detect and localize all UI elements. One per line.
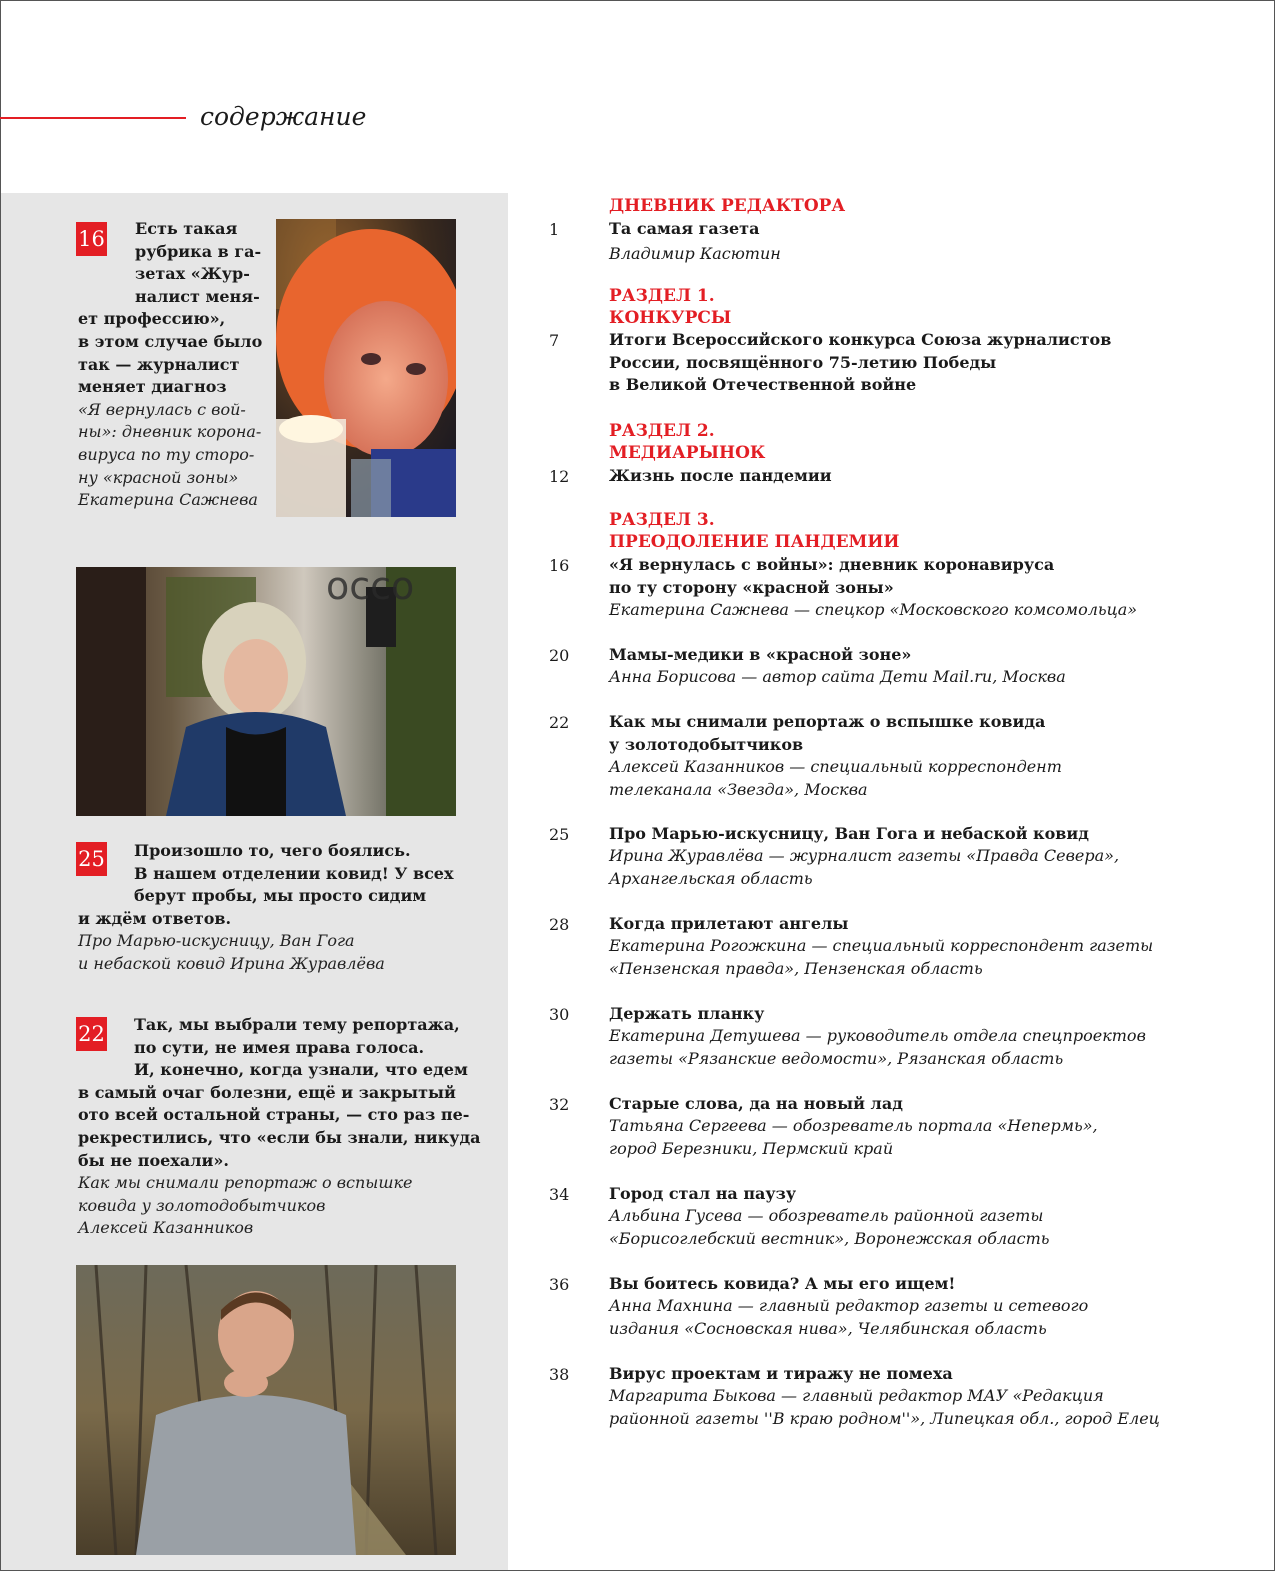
page-number-badge: 22: [76, 1017, 107, 1051]
toc-page-number: 12: [549, 467, 570, 486]
author-line: Екатерина Детушева — руководитель отдела спецпроектов: [609, 1026, 1146, 1045]
title-line: у золотодобытчиков: [609, 734, 804, 754]
section-line: ПРЕОДОЛЕНИЕ ПАНДЕМИИ: [609, 532, 900, 552]
title-line: Вы боитесь ковида? А мы его ищем!: [609, 1274, 956, 1293]
toc-title: [609, 644, 911, 667]
header-rule: [0, 117, 186, 119]
title-line: Вирус проектам и тиражу не помеха: [609, 1364, 953, 1383]
toc-page-number: 7: [549, 331, 560, 350]
quote-line: налист меня-: [135, 286, 260, 306]
toc-title: [609, 1273, 955, 1296]
author-line: Архангельская область: [609, 868, 813, 888]
author-line: Альбина Гусева — обозреватель районной газеты: [609, 1206, 1044, 1225]
section-line: ДНЕВНИК РЕДАКТОРА: [609, 196, 846, 216]
page-title: содержание: [200, 102, 367, 131]
quote-line: В нашем отделении ковид! У всех: [134, 863, 454, 883]
toc-page-number: 20: [549, 646, 570, 665]
section-heading-contests: [609, 285, 731, 329]
title-line: Старые слова, да на новый лад: [609, 1094, 903, 1113]
toc-author: [609, 756, 1062, 801]
quote-line: ет профессию»,: [78, 309, 226, 329]
quote-line: Произошло то, чего боялись.: [134, 841, 411, 860]
sidebar-quote-2: [78, 840, 454, 976]
author-line: Владимир Касютин: [609, 244, 781, 263]
author-line: телеканала «Звезда», Москва: [609, 779, 868, 799]
quote-line: ото всей остальной страны, — сто раз пе-: [78, 1105, 470, 1125]
toc-author: [609, 243, 781, 266]
toc-page-number: 36: [549, 1275, 570, 1294]
toc-page-number: 34: [549, 1185, 570, 1204]
author-line: издания «Сосновская нива», Челябинская область: [609, 1318, 1047, 1338]
quote-line: в этом случае было: [78, 331, 263, 351]
quote-source: вируса по ту сторо-: [78, 444, 255, 464]
toc-title: [609, 329, 1111, 397]
section-line: РАЗДЕЛ 1.: [609, 286, 715, 306]
svg-text:occo: occo: [326, 567, 415, 608]
author-line: «Пензенская правда», Пензенская область: [609, 958, 983, 978]
toc-title: [609, 218, 759, 241]
quote-source: Алексей Казанников: [78, 1218, 254, 1238]
title-line: по ту сторону «красной зоны»: [609, 577, 894, 597]
toc-title: [609, 1003, 764, 1026]
toc-title: [609, 1093, 903, 1116]
toc-page-number: 32: [549, 1095, 570, 1114]
toc-title: [609, 465, 832, 488]
photo-man-forest: [76, 1265, 456, 1555]
author-line: Анна Махнина — главный редактор газеты и сетевого: [609, 1296, 1089, 1315]
toc-page-number: 28: [549, 915, 570, 934]
title-line: Жизнь после пандемии: [609, 466, 832, 485]
title-line: Та самая газета: [609, 219, 760, 238]
author-line: Маргарита Быкова — главный редактор МАУ «Редакция: [609, 1386, 1104, 1405]
sidebar-quote-1: [78, 218, 262, 512]
toc-page-number: 16: [549, 556, 570, 575]
quote-line: рекрестились, что «если бы знали, никуда: [78, 1127, 481, 1147]
title-line: Про Марью-искусницу, Ван Гога и небаской ковид: [609, 824, 1089, 843]
author-line: Татьяна Сергеева — обозреватель портала «Непермь»,: [609, 1116, 1098, 1135]
quote-line: рубрика в га-: [135, 241, 262, 261]
title-line: Итоги Всероссийского конкурса Союза журналистов: [609, 330, 1112, 349]
author-line: газеты «Рязанские ведомости», Рязанская область: [609, 1048, 1064, 1068]
quote-line: берут пробы, мы просто сидим: [134, 886, 427, 906]
toc-title: [609, 711, 1045, 756]
toc-page-number: 22: [549, 713, 570, 732]
toc-title: [609, 1183, 796, 1206]
author-line: «Борисоглебский вестник», Воронежская область: [609, 1228, 1050, 1248]
section-line: МЕДИАРЫНОК: [609, 443, 766, 463]
toc-author: [609, 845, 1119, 890]
quote-line: меняет диагноз: [78, 377, 227, 397]
author-line: Анна Борисова — автор сайта Дети Mail.ru, Москва: [609, 667, 1066, 686]
toc-author: [609, 1385, 1160, 1430]
page-number-badge: 16: [76, 222, 107, 256]
quote-line: так — журналист: [78, 354, 240, 374]
quote-line: Так, мы выбрали тему репортажа,: [134, 1015, 460, 1034]
section-heading-editor: [609, 195, 845, 217]
title-line: Как мы снимали репортаж о вспышке ковида: [609, 712, 1046, 731]
author-line: Екатерина Рогожкина — специальный корреспондент газеты: [609, 936, 1154, 955]
title-line: России, посвящённого 75-летию Победы: [609, 352, 997, 372]
toc-page-number: 30: [549, 1005, 570, 1024]
title-line: Мамы-медики в «красной зоне»: [609, 645, 912, 664]
author-line: Алексей Казанников — специальный корреспондент: [609, 757, 1062, 776]
quote-source: Екатерина Сажнева: [78, 490, 258, 510]
title-line: Когда прилетают ангелы: [609, 914, 849, 933]
page-number-badge: 25: [76, 842, 107, 876]
toc-author: [609, 599, 1137, 622]
photo-woman-blue-jacket: [76, 567, 456, 816]
toc-author: [609, 935, 1153, 980]
quote-source: ны»: дневник корона-: [78, 422, 262, 442]
quote-source: ну «красной зоны»: [78, 467, 239, 487]
section-heading-pandemic: [609, 509, 900, 553]
toc-author: [609, 1115, 1098, 1160]
title-line: Держать планку: [609, 1004, 765, 1023]
sidebar-quote-3: [78, 1014, 480, 1240]
section-heading-mediamarket: [609, 420, 765, 464]
toc-title: [609, 823, 1089, 846]
quote-line: бы не поехали».: [78, 1150, 229, 1170]
toc-page-number: 1: [549, 220, 560, 239]
toc-author: [609, 1205, 1049, 1250]
author-line: районной газеты ''В краю родном''», Липецкая обл., город Елец: [609, 1408, 1160, 1428]
toc-page-number: 25: [549, 825, 570, 844]
author-line: город Березники, Пермский край: [609, 1138, 894, 1158]
toc-title: [609, 913, 848, 936]
quote-line: по сути, не имея права голоса.: [134, 1037, 425, 1057]
title-line: Город стал на паузу: [609, 1184, 797, 1203]
toc-title: [609, 554, 1054, 599]
quote-source: Про Марью-искусницу, Ван Гога: [78, 931, 355, 951]
quote-line: И, конечно, когда узнали, что едем: [134, 1060, 468, 1080]
quote-source: «Я вернулась с вой-: [78, 399, 246, 419]
photo-woman-portrait: [276, 219, 456, 517]
toc-page-number: 38: [549, 1365, 570, 1384]
section-line: КОНКУРСЫ: [609, 308, 732, 328]
toc-author: [609, 1295, 1088, 1340]
quote-line: Есть такая: [135, 219, 238, 238]
toc-author: [609, 666, 1066, 689]
quote-source: и небаской ковид Ирина Журавлёва: [78, 953, 385, 973]
quote-source: ковида у золотодобытчиков: [78, 1195, 326, 1215]
toc-title: [609, 1363, 953, 1386]
section-line: РАЗДЕЛ 3.: [609, 510, 715, 530]
toc-author: [609, 1025, 1146, 1070]
section-line: РАЗДЕЛ 2.: [609, 421, 715, 441]
author-line: Екатерина Сажнева — спецкор «Московского комсомольца»: [609, 600, 1138, 619]
author-line: Ирина Журавлёва — журналист газеты «Правда Севера»,: [609, 846, 1120, 865]
quote-line: зетах «Жур-: [135, 264, 250, 284]
quote-line: и ждём ответов.: [78, 908, 232, 928]
title-line: в Великой Отечественной войне: [609, 375, 917, 394]
title-line: «Я вернулась с войны»: дневник коронавируса: [609, 555, 1055, 574]
quote-line: в самый очаг болезни, ещё и закрытый: [78, 1082, 456, 1102]
quote-source: Как мы снимали репортаж о вспышке: [78, 1173, 413, 1193]
